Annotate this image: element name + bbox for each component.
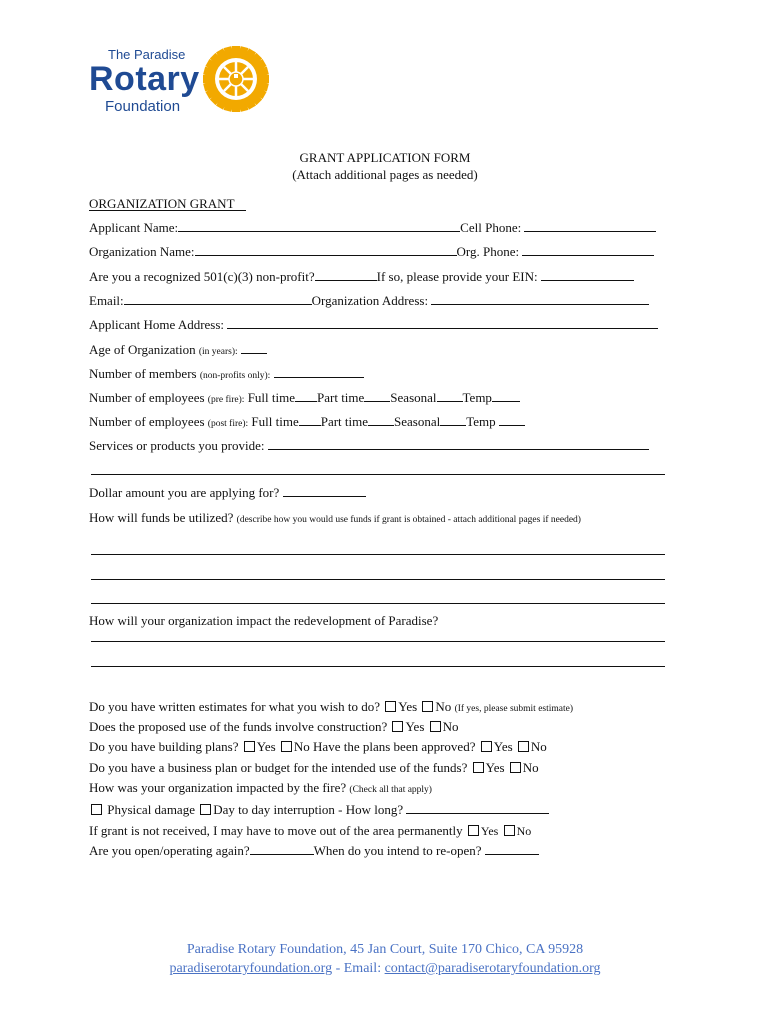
members-field[interactable] (274, 366, 364, 378)
impacted-question: How was your organization impacted by the fire? (89, 780, 347, 795)
seasonal-pre-field[interactable] (437, 390, 463, 402)
move-question: If grant is not received, I may have to move out of the area permanently (89, 823, 463, 838)
no-label: No (522, 760, 539, 775)
footer-contact (0, 961, 770, 977)
open-question: Are you open/operating again? (89, 843, 250, 858)
impacted-note: (Check all that apply) (349, 785, 432, 795)
building-plans-row (89, 739, 547, 755)
move-yes-checkbox[interactable] (468, 825, 479, 836)
organization-name-label: Organization Name: (89, 244, 195, 259)
employees-post-note: (post fire): (207, 419, 249, 429)
yes-label: Yes (480, 824, 499, 838)
move-row (89, 823, 531, 839)
physical-damage-label: Physical damage (107, 802, 195, 817)
temp-post-field[interactable] (499, 414, 525, 426)
estimates-yes-checkbox[interactable] (385, 701, 396, 712)
dollar-row (89, 485, 366, 501)
members-note: (non-profits only): (199, 371, 271, 381)
logo-line-rotary: Rotary (89, 60, 200, 98)
no-label: No (442, 719, 459, 734)
organization-name-field[interactable] (195, 244, 457, 256)
services-field-line-2[interactable] (91, 474, 665, 475)
business-plan-row (89, 760, 539, 776)
footer-email-link[interactable]: contact@paradiserotaryfoundation.org (384, 961, 601, 976)
business-plan-no-checkbox[interactable] (510, 762, 521, 773)
building-plans-yes-checkbox[interactable] (244, 741, 255, 752)
reopen-question: When do you intend to re-open? (313, 843, 482, 858)
funds-field-line-1[interactable] (91, 554, 665, 555)
impact-field-line-1[interactable] (91, 641, 665, 642)
impact-field-line-2[interactable] (91, 666, 665, 667)
nonprofit-row (89, 269, 634, 285)
dollar-label: Dollar amount you are applying for? (89, 485, 280, 500)
home-address-field[interactable] (227, 317, 658, 329)
section-heading-text: ORGANIZATION GRANT (89, 196, 235, 211)
organization-address-label: Organization Address: (311, 293, 429, 308)
no-label: No (516, 824, 532, 838)
full-time-label: Full time (247, 390, 295, 405)
interruption-field[interactable] (406, 802, 549, 814)
employees-pre-row (89, 390, 520, 406)
email-field[interactable] (124, 293, 312, 305)
funds-field-line-3[interactable] (91, 603, 665, 604)
services-label: Services or products you provide: (89, 438, 265, 453)
logo-line-foundation: Foundation (105, 98, 181, 115)
form-subtitle: (Attach additional pages as needed) (292, 167, 478, 182)
nonprofit-field[interactable] (315, 269, 377, 281)
employees-post-row (89, 414, 525, 430)
estimates-no-checkbox[interactable] (422, 701, 433, 712)
form-title: GRANT APPLICATION FORM (299, 150, 471, 165)
employees-pre-note: (pre fire): (207, 395, 245, 405)
members-row (89, 366, 364, 382)
part-time-pre-field[interactable] (364, 390, 390, 402)
no-label: No (293, 739, 310, 754)
temp-label: Temp (462, 390, 492, 405)
age-label: Age of Organization (89, 342, 196, 357)
full-time-label: Full time (251, 414, 299, 429)
no-label: No (435, 699, 452, 714)
full-time-post-field[interactable] (299, 414, 321, 426)
members-label: Number of members (89, 366, 197, 381)
ein-label: If so, please provide your EIN: (376, 269, 538, 284)
funds-note: (describe how you would use funds if grant is obtained - attach additional pages if needed) (236, 515, 581, 525)
org-phone-label: Org. Phone: (456, 244, 520, 259)
temp-pre-field[interactable] (492, 390, 520, 402)
organization-address-field[interactable] (431, 293, 649, 305)
estimates-note: (If yes, please submit estimate) (454, 704, 574, 714)
business-plan-question: Do you have a business plan or budget for the intended use of the funds? (89, 760, 468, 775)
applicant-name-field[interactable] (178, 220, 460, 232)
email-label: Email: (89, 293, 124, 308)
age-row (89, 342, 267, 358)
seasonal-label: Seasonal (390, 390, 437, 405)
seasonal-label: Seasonal (394, 414, 441, 429)
building-plans-question: Do you have building plans? (89, 739, 239, 754)
building-plans-no-checkbox[interactable] (281, 741, 292, 752)
full-time-pre-field[interactable] (295, 390, 317, 402)
footer-website-link[interactable]: paradiserotaryfoundation.org (169, 961, 333, 976)
yes-label: Yes (485, 760, 505, 775)
age-field[interactable] (241, 342, 267, 354)
interruption-label: Day to day interruption - How long? (213, 802, 404, 817)
funds-field-line-2[interactable] (91, 579, 665, 580)
interruption-checkbox[interactable] (200, 804, 211, 815)
move-no-checkbox[interactable] (504, 825, 515, 836)
plans-approved-no-checkbox[interactable] (518, 741, 529, 752)
org-phone-field[interactable] (522, 244, 654, 256)
footer-address: Paradise Rotary Foundation, 45 Jan Court, Suite 170 Chico, CA 95928 (186, 942, 584, 957)
home-address-row (89, 317, 658, 333)
construction-question: Does the proposed use of the funds involve construction? (89, 719, 388, 734)
yes-label: Yes (405, 719, 425, 734)
plans-approved-yes-checkbox[interactable] (481, 741, 492, 752)
part-time-label: Part time (320, 414, 369, 429)
business-plan-yes-checkbox[interactable] (473, 762, 484, 773)
applicant-name-row (89, 220, 656, 236)
services-row (89, 438, 649, 454)
plans-approved-question: Have the plans been approved? (313, 739, 476, 754)
temp-label: Temp (466, 414, 496, 429)
part-time-label: Part time (317, 390, 365, 405)
logo-line-the-paradise: The Paradise (108, 47, 186, 62)
footer-email-label: - Email: (332, 961, 385, 976)
home-address-label: Applicant Home Address: (89, 317, 225, 332)
section-heading-underline (89, 210, 246, 211)
cell-phone-label: Cell Phone: (460, 220, 522, 235)
open-field[interactable] (250, 843, 314, 855)
yes-label: Yes (493, 739, 513, 754)
construction-no-checkbox[interactable] (430, 721, 441, 732)
part-time-post-field[interactable] (368, 414, 394, 426)
impact-question: How will your organization impact the redevelopment of Paradise? (89, 613, 439, 628)
damage-row (89, 802, 549, 818)
applicant-name-label: Applicant Name: (89, 220, 179, 235)
estimates-question: Do you have written estimates for what you wish to do? (89, 699, 380, 714)
cell-phone-field[interactable] (524, 220, 656, 232)
seasonal-post-field[interactable] (440, 414, 466, 426)
physical-damage-checkbox[interactable] (91, 804, 102, 815)
reopen-field[interactable] (485, 843, 539, 855)
age-note: (in years): (198, 347, 238, 357)
organization-name-row (89, 244, 654, 260)
impacted-row (89, 780, 432, 796)
estimates-row (89, 699, 573, 715)
nonprofit-question: Are you a recognized 501(c)(3) non-profit? (89, 269, 315, 284)
construction-yes-checkbox[interactable] (392, 721, 403, 732)
yes-label: Yes (256, 739, 276, 754)
funds-question: How will funds be utilized? (89, 510, 234, 525)
email-row (89, 293, 649, 309)
dollar-field[interactable] (283, 485, 366, 497)
services-field[interactable] (268, 438, 649, 450)
funds-row (89, 510, 581, 526)
construction-row (89, 719, 459, 735)
open-row (89, 843, 539, 859)
yes-label: Yes (398, 699, 418, 714)
employees-post-label: Number of employees (89, 414, 205, 429)
no-label: No (530, 739, 547, 754)
impact-row (89, 613, 438, 629)
employees-pre-label: Number of employees (89, 390, 205, 405)
ein-field[interactable] (541, 269, 634, 281)
rotary-wheel-logo-icon (202, 45, 270, 113)
